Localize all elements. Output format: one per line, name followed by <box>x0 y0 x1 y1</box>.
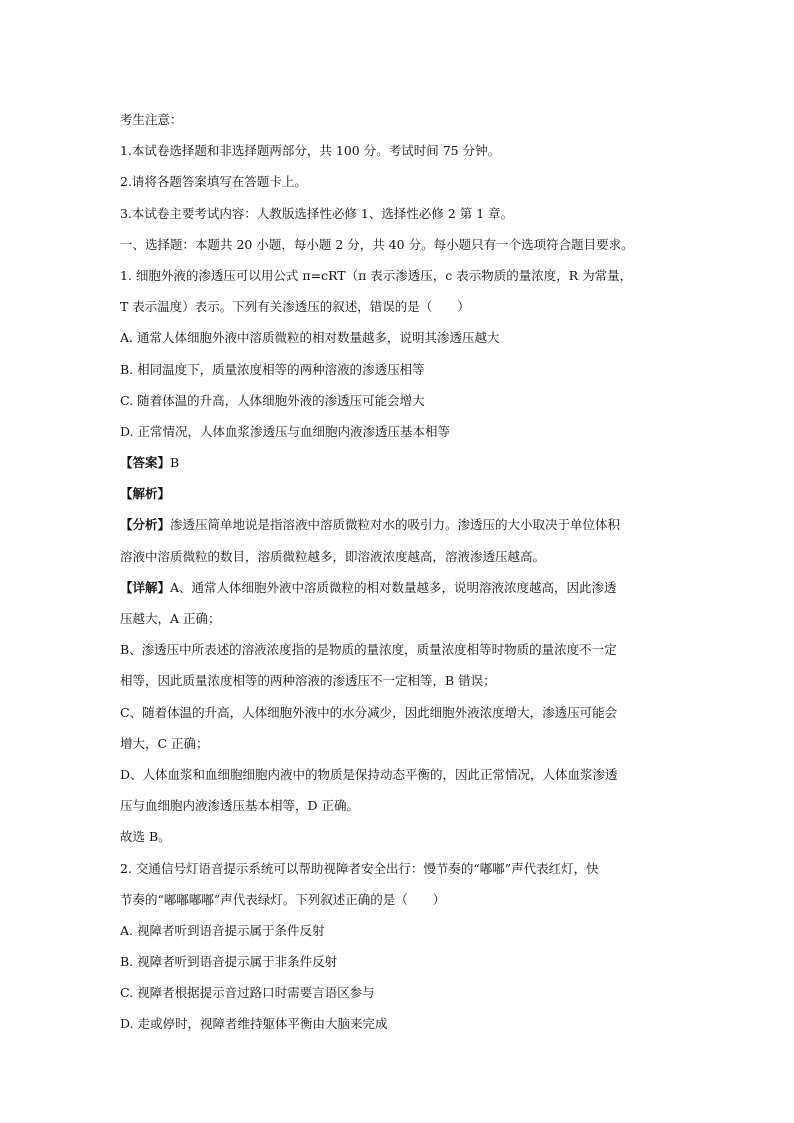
xiangjie-a-line-2: 压越大，A 正确； <box>120 611 221 626</box>
fenxi-line-1 <box>120 509 680 540</box>
xiangjie-c-line-1: C、随着体温的升高，人体细胞外液中的水分减少，因此细胞外液浓度增大，渗透压可能会 <box>120 704 618 720</box>
question-1-option-c: C. 随着体温的升高，人体细胞外液的渗透压可能会增大 <box>120 392 425 408</box>
question-2-option-b: B. 视障者听到语音提示属于非条件反射 <box>120 954 338 970</box>
question-2-stem-line-1: 2. 交通信号灯语音提示系统可以帮助视障者安全出行：慢节奏的“嘟嘟”声代表红灯，快 <box>120 860 599 876</box>
xiangjie-line-1 <box>120 572 680 603</box>
xiangjie-d-line-1: D、人体血浆和血细胞细胞内液中的物质是保持动态平衡的，因此正常情况，人体血浆渗透 <box>120 766 618 782</box>
question-1-option-b: B. 相同温度下，质量浓度相等的两种溶液的渗透压相等 <box>120 361 425 377</box>
answer-value: B <box>170 455 180 471</box>
section-title: 一、选择题：本题共 20 小题，每小题 2 分，共 40 分。每小题只有一个选项符合题目要求。 <box>120 236 634 252</box>
xiangjie-b-line-2: 相等，因此质量浓度相等的两种溶液的渗透压不一定相等，B 错误； <box>120 673 496 689</box>
question-2-stem-line-2: 节奏的“嘟嘟嘟嘟”声代表绿灯。下列叙述正确的是（ ） <box>120 891 446 907</box>
xiangjie-b-line-1: B、渗透压中所表述的溶液浓度指的是物质的量浓度，质量浓度相等时物质的量浓度不一定 <box>120 642 617 658</box>
notice-item-1: 1.本试卷选择题和非选择题两部分，共 100 分。考试时间 75 分钟。 <box>120 143 501 159</box>
question-2-option-a: A. 视障者听到语音提示属于条件反射 <box>120 922 325 938</box>
xiangjie-a-text-1: A、通常人体细胞外液中溶质微粒的相对数量越多，说明溶液浓度越高，因此渗透 <box>170 579 617 595</box>
question-1-stem-line-1: 1. 细胞外液的渗透压可以用公式 π=cRT（π 表示渗透压，c 表示物质的量浓度，R 为常量， <box>120 267 633 283</box>
notice-item-3: 3.本试卷主要考试内容：人教版选择性必修 1、选择性必修 2 第 1 章。 <box>120 205 514 221</box>
notice-item-2: 2.请将各题答案填写在答题卡上。 <box>120 174 307 190</box>
question-1-option-d: D. 正常情况，人体血浆渗透压与血细胞内液渗透压基本相等 <box>120 423 451 439</box>
question-2-option-c: C. 视障者根据提示音过路口时需要言语区参与 <box>120 985 375 1001</box>
fenxi-text-1: 渗透压简单地说是指溶液中溶质微粒对水的吸引力。渗透压的大小取决于单位体积 <box>170 517 621 533</box>
xiangjie-label: 【详解】 <box>120 579 171 595</box>
fenxi-line-2: 溶液中溶质微粒的数目，溶质微粒越多，即溶液浓度越高，溶液渗透压越高。 <box>120 548 546 564</box>
answer-label: 【答案】 <box>120 455 171 471</box>
exam-page <box>120 104 680 1040</box>
xiangjie-c-line-2: 增大，C 正确； <box>120 735 209 751</box>
notice-title: 考生注意： <box>120 112 183 127</box>
xiangjie-d-line-2: 压与血细胞内液渗透压基本相等，D 正确。 <box>120 798 359 814</box>
question-2-option-d: D. 走或停时，视障者维持躯体平衡由大脑来完成 <box>120 1016 388 1032</box>
answer-line <box>120 447 680 478</box>
question-1-option-a: A. 通常人体细胞外液中溶质微粒的相对数量越多，说明其渗透压越大 <box>120 330 500 346</box>
question-1-stem-line-2: T 表示温度）表示。下列有关渗透压的叙述，错误的是（ ） <box>120 299 470 315</box>
conclusion: 故选 B。 <box>120 829 171 845</box>
analysis-label: 【解析】 <box>120 486 171 502</box>
fenxi-label: 【分析】 <box>120 517 171 533</box>
